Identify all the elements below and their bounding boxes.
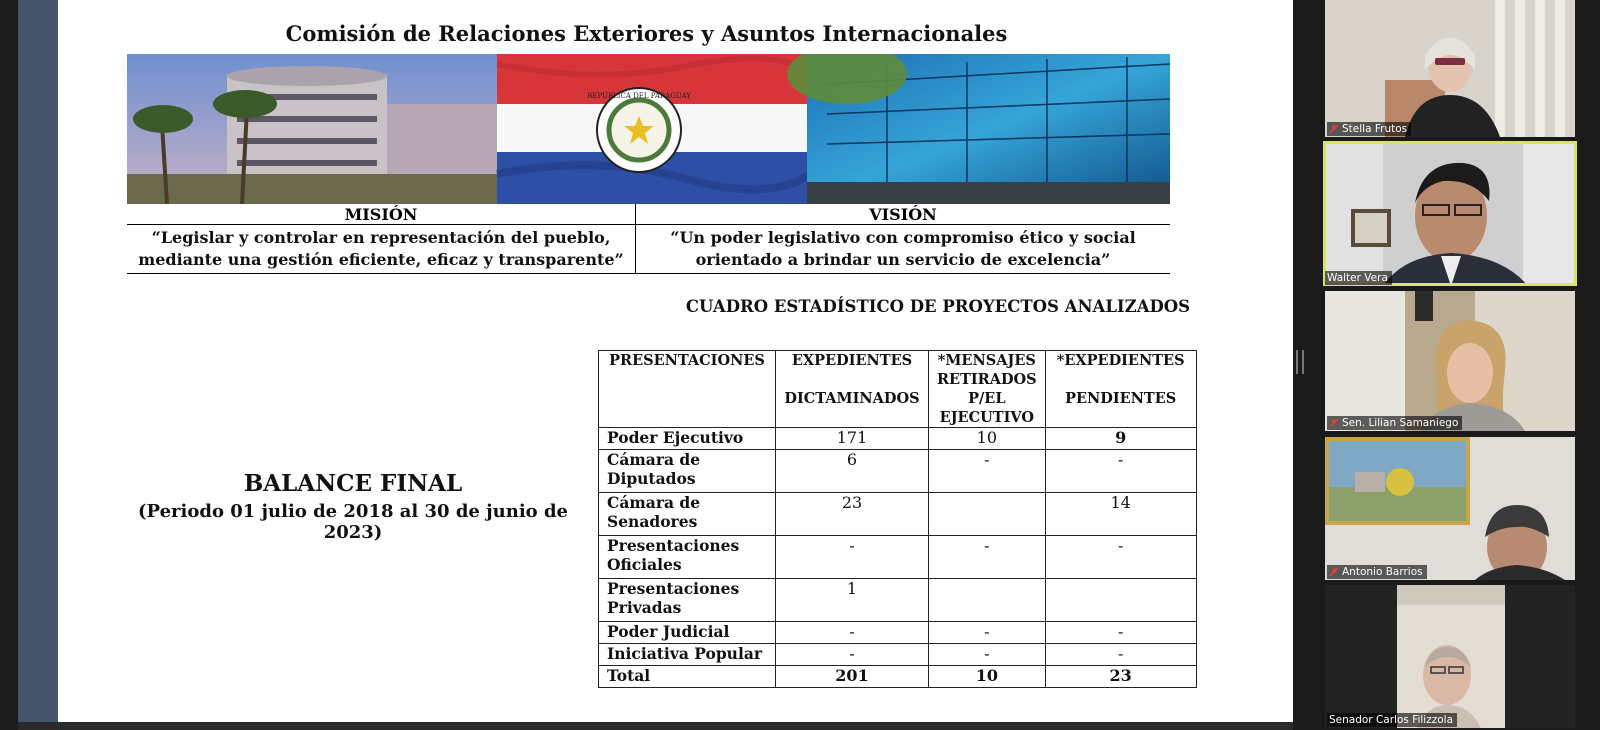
table-row (599, 579, 1197, 622)
cell-pendientes: 14 (1045, 493, 1196, 536)
participant-label (1327, 416, 1462, 430)
video-tile[interactable] (1325, 585, 1575, 728)
participant-video (1325, 437, 1575, 580)
stats-table (598, 350, 1197, 688)
row-label: Poder Ejecutivo (599, 428, 776, 450)
mission-vision (127, 204, 1170, 274)
mission-header: MISIÓN (127, 204, 636, 225)
row-label: Cámara de Diputados (599, 450, 776, 493)
cell-dictaminados: 171 (776, 428, 929, 450)
mission-text: “Legislar y controlar en representación del pueblo, mediante una gestión eficiente, eficaz y transparente” (127, 225, 636, 274)
table-row (599, 644, 1197, 666)
participant-video (1323, 141, 1577, 286)
vision-header: VISIÓN (636, 204, 1171, 225)
header-p-el-ejecutivo: P/EL EJECUTIVO (929, 389, 1046, 428)
header-dictaminados: DICTAMINADOS (776, 389, 929, 428)
cell-retirados: 10 (929, 428, 1046, 450)
participant-video (1325, 585, 1575, 728)
header-expedientes-pendientes-top: *EXPEDIENTES (1045, 351, 1196, 390)
panel-resize-handle[interactable] (1296, 350, 1304, 374)
table-row (599, 493, 1197, 536)
header-presentaciones: PRESENTACIONES (599, 351, 776, 428)
video-tile[interactable] (1325, 0, 1575, 137)
table-row (599, 428, 1197, 450)
row-label: Cámara de Senadores (599, 493, 776, 536)
participant-name: Senador Carlos Filizzola (1329, 714, 1454, 726)
cell-pendientes: - (1045, 450, 1196, 493)
mission-vision-table (127, 204, 1170, 274)
slide-title: Comisión de Relaciones Exteriores y Asuntos Internacionales (285, 21, 1008, 46)
banner-image (127, 54, 1170, 204)
mic-muted-icon (1329, 124, 1339, 134)
participant-video (1325, 0, 1575, 137)
balance-title: BALANCE FINAL (243, 470, 463, 497)
header-mensajes-retirados: *MENSAJES RETIRADOS (929, 351, 1046, 390)
video-tile[interactable] (1325, 437, 1575, 580)
video-tile-active-speaker[interactable] (1323, 141, 1577, 286)
table-row (599, 450, 1197, 493)
cell-dictaminados: - (776, 536, 929, 579)
cell-pendientes: - (1045, 644, 1196, 666)
participant-name: Antonio Barrios (1342, 566, 1423, 578)
cell-pendientes: - (1045, 536, 1196, 579)
participant-video (1325, 291, 1575, 431)
participant-label (1327, 122, 1411, 136)
cell-retirados (929, 579, 1046, 622)
row-label: Presentaciones Oficiales (599, 536, 776, 579)
cell-pendientes (1045, 579, 1196, 622)
header-expedientes: EXPEDIENTES (776, 351, 929, 390)
participant-name: Sen. Lilian Samaniego (1342, 417, 1459, 429)
table-row (599, 536, 1197, 579)
row-label: Poder Judicial (599, 622, 776, 644)
cell-pendientes: - (1045, 622, 1196, 644)
participant-name: Stella Frutos (1342, 123, 1408, 135)
bottom-strip (18, 722, 1293, 730)
balance-block (113, 470, 593, 543)
cell-dictaminados: 6 (776, 450, 929, 493)
row-label: Total (599, 666, 776, 688)
cell-dictaminados: 23 (776, 493, 929, 536)
cell-retirados: - (929, 644, 1046, 666)
table-row (599, 622, 1197, 644)
participant-label (1327, 713, 1457, 727)
seal-text: REPÚBLICA DEL PARAGUAY (587, 92, 691, 100)
video-tile[interactable] (1325, 291, 1575, 431)
window-edge (0, 0, 18, 730)
cell-retirados: 10 (929, 666, 1046, 688)
cell-retirados: - (929, 622, 1046, 644)
cell-pendientes: 9 (1045, 428, 1196, 450)
cell-retirados (929, 493, 1046, 536)
mic-muted-icon (1329, 418, 1339, 428)
vision-text: “Un poder legislativo con compromiso ético y social orientado a brindar un servicio de excelencia” (636, 225, 1171, 274)
balance-period: (Periodo 01 julio de 2018 al 30 de junio de 2023) (138, 501, 568, 543)
row-label: Presentaciones Privadas (599, 579, 776, 622)
participant-label (1327, 565, 1427, 579)
cell-retirados: - (929, 450, 1046, 493)
stats-table-title: CUADRO ESTADÍSTICO DE PROYECTOS ANALIZADOS (685, 297, 1191, 316)
participant-name: Walter Vera (1327, 272, 1388, 284)
table-row-total (599, 666, 1197, 688)
cell-dictaminados: - (776, 644, 929, 666)
participant-label (1325, 271, 1392, 285)
cell-pendientes: 23 (1045, 666, 1196, 688)
cell-dictaminados: - (776, 622, 929, 644)
mic-muted-icon (1329, 567, 1339, 577)
slide-sidebar-bar (18, 0, 58, 722)
cell-dictaminados: 1 (776, 579, 929, 622)
row-label: Iniciativa Popular (599, 644, 776, 666)
banner-graphic (127, 54, 1170, 204)
shared-slide (58, 0, 1293, 722)
cell-dictaminados: 201 (776, 666, 929, 688)
cell-retirados: - (929, 536, 1046, 579)
header-pendientes: PENDIENTES (1045, 389, 1196, 428)
